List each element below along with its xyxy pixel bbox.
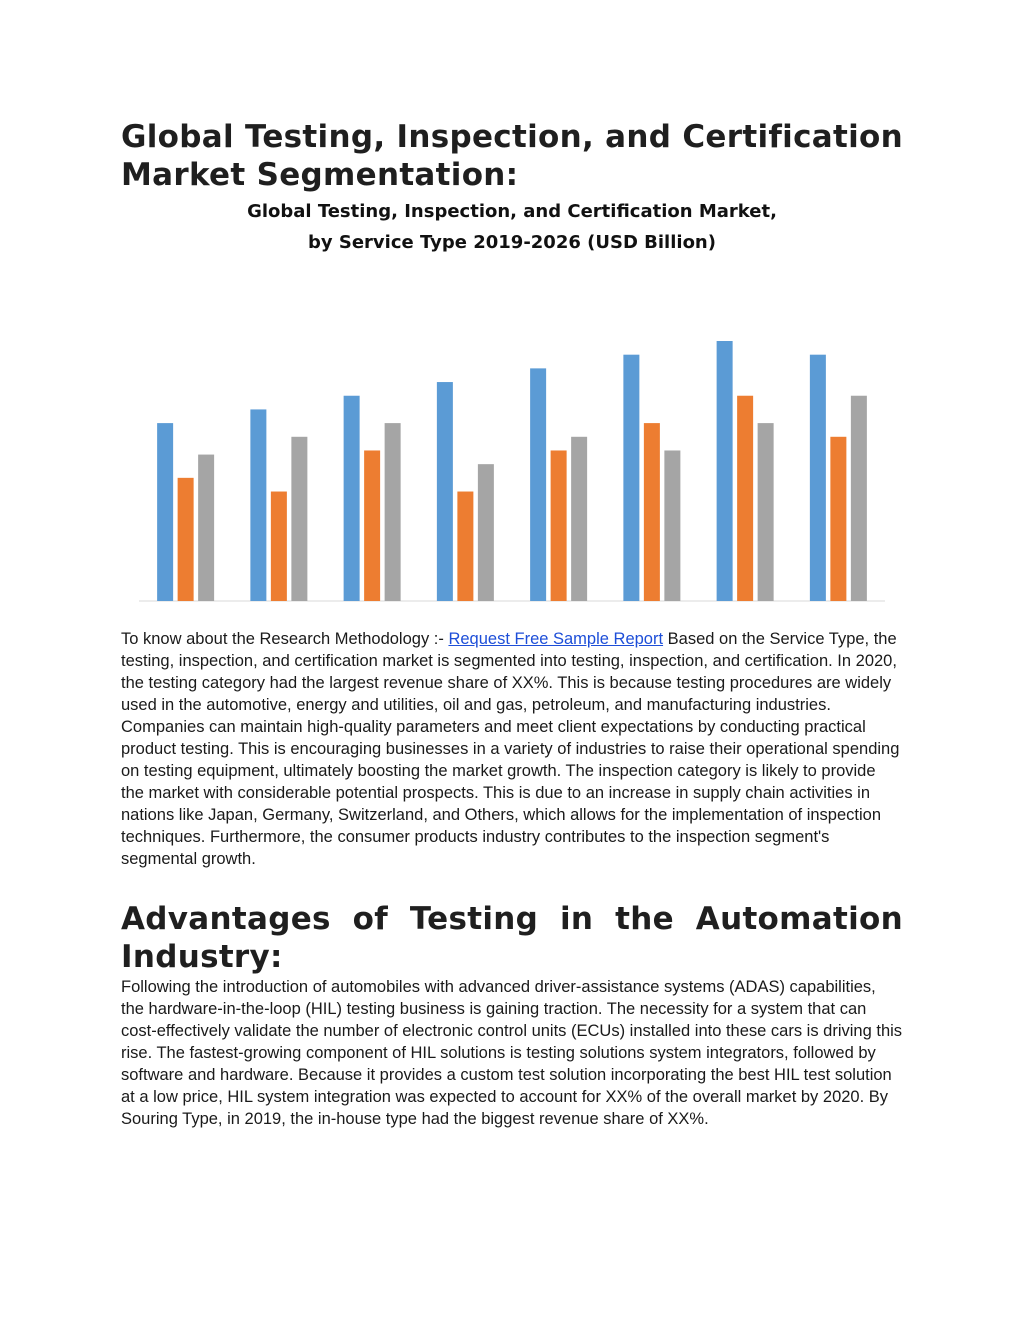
- chart-title-line-2: by Service Type 2019-2026 (USD Billion): [308, 232, 716, 253]
- bar-chart: [121, 196, 903, 616]
- paragraph-service-type: [121, 628, 903, 870]
- bar-inspection-2026: [830, 437, 846, 601]
- bar-inspection-2019: [178, 478, 194, 601]
- bar-certification-2020: [291, 437, 307, 601]
- bar-testing-2026: [810, 355, 826, 601]
- bar-inspection-2023: [551, 450, 567, 601]
- bar-testing-2020: [250, 409, 266, 601]
- bar-testing-2023: [530, 368, 546, 601]
- document-page: [121, 118, 903, 1130]
- bar-inspection-2022: [457, 492, 473, 601]
- request-sample-link[interactable]: Request Free Sample Report: [448, 630, 664, 648]
- bar-certification-2023: [571, 437, 587, 601]
- chart-title-line-1: Global Testing, Inspection, and Certification Market,: [247, 201, 777, 222]
- bar-certification-2026: [851, 396, 867, 601]
- bar-testing-2019: [157, 423, 173, 601]
- bar-testing-2025: [717, 341, 733, 601]
- chart-svg: [121, 196, 903, 616]
- paragraph-intro: To know about the Research Methodology :-: [121, 630, 449, 648]
- bar-certification-2025: [758, 423, 774, 601]
- bar-certification-2024: [664, 450, 680, 601]
- bar-certification-2019: [198, 455, 214, 601]
- bar-inspection-2025: [737, 396, 753, 601]
- bar-inspection-2021: [364, 450, 380, 601]
- bar-inspection-2024: [644, 423, 660, 601]
- bar-testing-2022: [437, 382, 453, 601]
- paragraph-body: Based on the Service Type, the testing, inspection, and certification market is segmented into testing, inspection, and certification. In 2020, the testing category had the largest revenue share of XX%. This is because testing procedures are widely used in the automotive, energy and utilities, oil and gas, petroleum, and manufacturing industries. Companies can maintain high-quality parameters and meet client expectations by conducting practical product testing. This is encouraging businesses in a variety of industries to raise their operational spending on testing equipment, ultimately boosting the market growth. The inspection category is likely to provide the market with considerable potential prospects. This is due to an increase in supply chain activities in nations like Japan, Germany, Switzerland, and Others, which allows for the implementation of inspection techniques. Furthermore, the consumer products industry contributes to the inspection segment's segmental growth.: [121, 630, 900, 868]
- bar-certification-2021: [385, 423, 401, 601]
- paragraph-automation: Following the introduction of automobiles with advanced driver-assistance systems (ADAS) capabilities, the hardware-in-the-loop (HIL) testing business is gaining traction. The necessity for a system that can cost-effectively validate the number of electronic control units (ECUs) installed into these cars is driving this rise. The fastest-growing component of HIL solutions is testing solutions system integrators, followed by software and hardware. Because it provides a custom test solution incorporating the best HIL test solution at a low price, HIL system integration was expected to account for XX% of the overall market by 2020. By Souring Type, in 2019, the in-house type had the biggest revenue share of XX%.: [121, 978, 903, 1128]
- section-heading-advantages: Advantages of Testing in the Automation Industry:: [121, 901, 903, 975]
- bar-testing-2021: [344, 396, 360, 601]
- bar-certification-2022: [478, 464, 494, 601]
- bar-testing-2024: [623, 355, 639, 601]
- section-heading-segmentation: Global Testing, Inspection, and Certification Market Segmentation:: [121, 119, 903, 193]
- bar-inspection-2020: [271, 492, 287, 601]
